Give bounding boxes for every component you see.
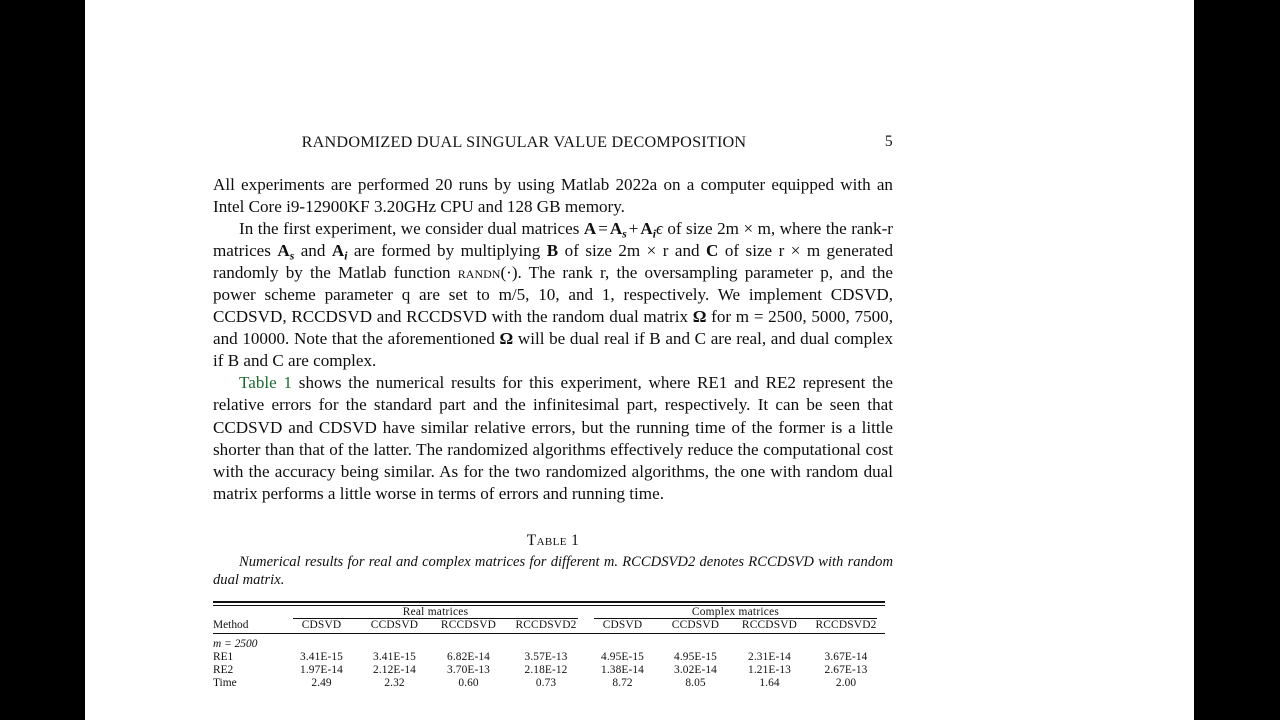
cell-re1-complex-ccdsvd: 4.95E-15 bbox=[674, 651, 717, 664]
plus-sign: + bbox=[628, 219, 639, 239]
table-row bbox=[213, 676, 885, 689]
cell-re1-real-cdsvd: 3.41E-15 bbox=[300, 651, 343, 664]
row-label-time: Time bbox=[213, 677, 237, 690]
cell-re1-complex-rccdsvd: 2.31E-14 bbox=[748, 651, 791, 664]
epsilon-symbol: ϵ bbox=[655, 219, 663, 239]
p2-segment-8: for m = 2500, 5000, 7500, and 10000. Note that the aforementioned bbox=[213, 307, 893, 349]
p2-segment-9: will be dual real if B and C are real, and dual complex if B and C are complex. bbox=[213, 329, 893, 371]
cell-re1-complex-cdsvd: 4.95E-15 bbox=[601, 651, 644, 664]
cell-re2-real-cdsvd: 1.97E-14 bbox=[300, 664, 343, 677]
page-content-column bbox=[213, 0, 893, 689]
cell-re2-complex-rccdsvd2: 2.67E-13 bbox=[824, 664, 868, 677]
cell-re2-real-rccdsvd: 3.70E-13 bbox=[447, 664, 490, 677]
table-row bbox=[213, 663, 885, 676]
column-header-method: Method bbox=[213, 619, 249, 632]
table-column-header-row bbox=[213, 619, 885, 631]
cell-time-complex-rccdsvd2: 2.00 bbox=[835, 677, 857, 690]
omega-symbol-2: Ω bbox=[499, 329, 514, 349]
cell-re2-real-ccdsvd: 2.12E-14 bbox=[373, 664, 416, 677]
cell-time-complex-ccdsvd: 8.05 bbox=[685, 677, 706, 690]
paragraph-first-experiment bbox=[213, 218, 893, 372]
column-header-complex-cdsvd: CDSVD bbox=[602, 619, 643, 632]
p3-body-text: shows the numerical results for this experiment, where RE1 and RE2 represent the relative errors for the standard part and the infinitesimal part, respectively. It can be seen that CCDSVD and CDSVD have similar relative errors, but the running time of the former is a little shorter than that of the latter. The randomized algorithms effectively reduce the computational cost with the accuracy being similar. As for the two randomized algorithms, the one with random dual matrix performs a little worse in terms of errors and running time. bbox=[213, 373, 893, 503]
cell-re2-real-rccdsvd2: 2.18E-12 bbox=[524, 664, 568, 677]
table-group-header-row bbox=[213, 606, 885, 618]
cell-time-complex-cdsvd: 8.72 bbox=[612, 677, 633, 690]
group-header-spacer bbox=[213, 606, 285, 618]
column-header-real-rccdsvd2: RCCDSVD2 bbox=[515, 619, 577, 632]
matrix-As-2: $A_s$ bbox=[277, 241, 295, 263]
p2-segment-6: of size r × m generated randomly by the Matlab function bbox=[213, 241, 893, 283]
cell-time-complex-rccdsvd: 1.64 bbox=[759, 677, 780, 690]
results-table bbox=[213, 601, 885, 690]
randn-function-name: randn bbox=[457, 263, 501, 283]
row-label-re2: RE2 bbox=[213, 664, 234, 677]
cell-re1-real-rccdsvd2: 3.57E-13 bbox=[524, 651, 568, 664]
paragraph-table-discussion bbox=[213, 372, 893, 504]
page-number: 5 bbox=[884, 133, 893, 150]
results-table-container bbox=[213, 601, 885, 690]
table-caption bbox=[213, 532, 893, 590]
matrix-B: B bbox=[546, 241, 559, 261]
matrix-Ai-2: $A_i$ bbox=[331, 241, 348, 263]
cell-time-real-rccdsvd2: 0.73 bbox=[535, 677, 557, 690]
p2-segment-4: are formed by multiplying bbox=[347, 241, 547, 261]
cell-re1-real-ccdsvd: 3.41E-15 bbox=[373, 651, 416, 664]
document-page bbox=[85, 0, 1194, 720]
column-header-real-rccdsvd: RCCDSVD bbox=[440, 619, 497, 632]
cell-time-real-ccdsvd: 2.32 bbox=[384, 677, 405, 690]
matrix-As: $A_s$ bbox=[609, 219, 627, 241]
cell-re1-complex-rccdsvd2: 3.67E-14 bbox=[824, 651, 868, 664]
body-text bbox=[213, 174, 893, 505]
table-group-label-row bbox=[213, 638, 885, 650]
cell-re2-complex-ccdsvd: 3.02E-14 bbox=[674, 664, 717, 677]
p2-segment-7: (·). The rank r, the oversampling parameter p, and the power scheme parameter q are set to m/5, 10, and 1, respectively. We implement CDSVD, CCDSVD, RCCDSVD and RCCDSVD with the random dual matrix bbox=[213, 263, 893, 327]
cell-re2-complex-cdsvd: 1.38E-14 bbox=[601, 664, 644, 677]
omega-symbol-1: Ω bbox=[692, 307, 707, 327]
p2-segment-3: and bbox=[294, 241, 332, 261]
matrix-C: C bbox=[706, 241, 719, 261]
table-row bbox=[213, 650, 885, 663]
cell-time-real-cdsvd: 2.49 bbox=[311, 677, 332, 690]
running-head-title: RANDOMIZED DUAL SINGULAR VALUE DECOMPOSITION bbox=[301, 133, 747, 151]
letterbox-right bbox=[1194, 0, 1280, 720]
paragraph-experiments-setup bbox=[213, 174, 893, 218]
column-header-complex-rccdsvd: RCCDSVD bbox=[741, 619, 798, 632]
cell-time-real-rccdsvd: 0.60 bbox=[458, 677, 479, 690]
p2-segment-5: of size 2m × r and bbox=[558, 241, 707, 261]
table-group-label-filler bbox=[285, 638, 885, 650]
table-caption-label: Table 1 bbox=[526, 531, 580, 549]
column-header-complex-rccdsvd2: RCCDSVD2 bbox=[815, 619, 877, 632]
cell-re1-real-rccdsvd: 6.82E-14 bbox=[447, 651, 490, 664]
column-header-real-cdsvd: CDSVD bbox=[301, 619, 342, 632]
group-header-real-matrices: Real matrices bbox=[402, 606, 469, 619]
p1-line1: All experiments are performed 20 runs by using Matlab 2022a on a computer equipped bbox=[213, 175, 835, 194]
row-label-re1: RE1 bbox=[213, 651, 234, 664]
p2-segment-1: In the first experiment, we consider dual matrices bbox=[239, 219, 584, 239]
group-header-complex-matrices: Complex matrices bbox=[691, 606, 780, 619]
letterbox-left bbox=[0, 0, 85, 720]
cell-re2-complex-rccdsvd: 1.21E-13 bbox=[748, 664, 791, 677]
matrix-A-expression: A bbox=[583, 219, 597, 239]
column-header-real-ccdsvd: CCDSVD bbox=[370, 619, 419, 632]
column-header-complex-ccdsvd: CCDSVD bbox=[671, 619, 720, 632]
p1-line2: with an Intel Core i9-12900KF 3.20GHz CPU and 128 GB memory. bbox=[213, 175, 893, 217]
running-head bbox=[213, 133, 893, 153]
matrix-Ai-epsilon: $A_i$ bbox=[640, 219, 656, 241]
equals-sign: = bbox=[598, 219, 608, 239]
p2-segment-2: of size 2m × m, where the rank-r matrices bbox=[213, 219, 893, 261]
table-caption-text: Numerical results for real and complex matrices for different m. RCCDSVD2 denotes RCCDSVD with random dual matrix. bbox=[213, 553, 893, 589]
table-1-cross-reference-link[interactable]: Table 1 bbox=[239, 373, 293, 393]
table-group-label-m-2500: m = 2500 bbox=[213, 638, 258, 651]
